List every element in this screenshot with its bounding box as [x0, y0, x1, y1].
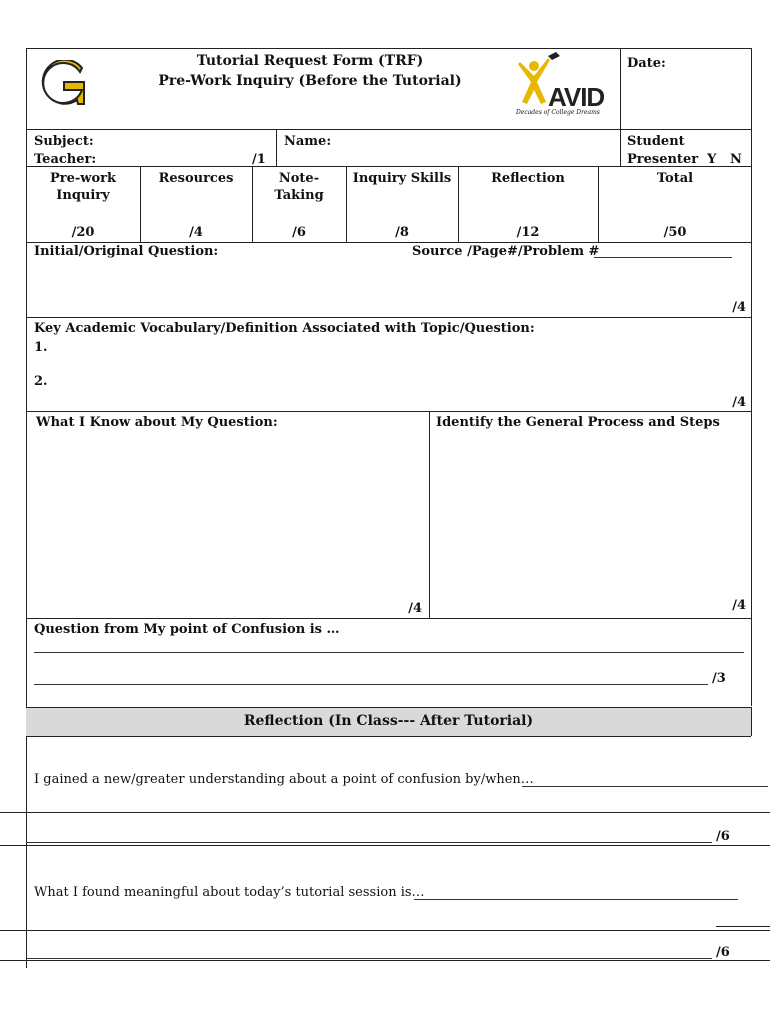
source-label[interactable]: Source /Page#/Problem #	[412, 244, 600, 259]
reflection-prompt-1[interactable]: I gained a new/greater understanding about a point of confusion by/when…	[34, 772, 534, 787]
score-label-prework-1: Pre-work	[49, 171, 116, 186]
know-bottom	[26, 618, 752, 619]
date-divider	[620, 48, 621, 166]
reflection-prompt-2-underline	[414, 899, 738, 900]
avid-tagline: Decades of College Dreams	[516, 109, 600, 116]
confusion-line-1	[34, 652, 744, 653]
form-right-border-top	[751, 48, 752, 706]
reflection-points-1: /6	[716, 829, 730, 844]
reflection-points-2: /6	[716, 945, 730, 960]
score-points-reflection[interactable]: /12	[516, 225, 540, 240]
process-points: /4	[732, 598, 746, 613]
confusion-label[interactable]: Question from My point of Confusion is …	[34, 622, 340, 637]
reflection-right-border	[751, 707, 752, 736]
score-label-resources: Resources	[158, 171, 234, 186]
score-label-notetaking	[252, 170, 346, 204]
reflection-prompt-2[interactable]: What I found meaningful about today’s tutorial session is…	[34, 885, 425, 900]
reflection-rule-1	[0, 812, 770, 813]
info-row-top	[26, 129, 752, 130]
reflection-answer-line-2	[26, 958, 712, 959]
confusion-points: /3	[712, 671, 726, 686]
reflection-banner-text: Reflection (In Class--- After Tutorial)	[243, 713, 534, 729]
source-underline	[594, 257, 732, 258]
name-label[interactable]: Name:	[284, 134, 332, 149]
subject-divider	[276, 129, 277, 166]
vocab-bottom	[26, 411, 752, 412]
score-points-resources[interactable]: /4	[189, 225, 203, 240]
process-label[interactable]: Identify the General Process and Steps	[436, 415, 720, 430]
school-g-logo	[36, 60, 88, 110]
teacher-points: /1	[252, 152, 266, 167]
score-label-notetaking-2: Taking	[274, 188, 324, 203]
reflection-rule-3	[716, 926, 770, 927]
reflection-prompt-1-underline	[522, 786, 768, 787]
vocab-label: Key Academic Vocabulary/Definition Associated with Topic/Question:	[34, 321, 535, 336]
vocab-item-2[interactable]: 2.	[34, 374, 48, 389]
score-label-notetaking-1: Note-	[278, 171, 320, 186]
teacher-label[interactable]: Teacher:	[34, 152, 97, 167]
form-subtitle: Pre-Work Inquiry (Before the Tutorial)	[158, 73, 462, 89]
question-bottom	[26, 317, 752, 318]
score-points-prework[interactable]: /20	[71, 225, 95, 240]
avid-logo	[512, 52, 622, 122]
score-label-prework	[26, 170, 140, 204]
score-label-inquiry: Inquiry Skills	[352, 171, 452, 186]
score-label-total: Total	[656, 171, 694, 186]
presenter-label-1: Student	[627, 134, 685, 149]
vocab-item-1[interactable]: 1.	[34, 340, 48, 355]
date-label: Date:	[627, 56, 666, 71]
know-divider	[429, 411, 430, 618]
reflection-rule-5	[0, 960, 770, 961]
presenter-label-2[interactable]: Presenter Y N	[627, 152, 742, 167]
reflection-rule-4	[0, 930, 770, 931]
score-points-inquiry[interactable]: /8	[395, 225, 409, 240]
confusion-line-2	[34, 684, 708, 685]
reflection-answer-line-1	[26, 842, 712, 843]
score-label-prework-2: Inquiry	[56, 188, 110, 203]
subject-label[interactable]: Subject:	[34, 134, 94, 149]
score-label-reflection: Reflection	[491, 171, 565, 186]
reflection-rule-2	[0, 845, 770, 846]
know-points: /4	[408, 601, 422, 616]
vocab-points: /4	[732, 395, 746, 410]
question-points: /4	[732, 300, 746, 315]
score-points-total[interactable]: /50	[663, 225, 687, 240]
initial-question-label[interactable]: Initial/Original Question:	[34, 244, 219, 259]
know-label[interactable]: What I Know about My Question:	[36, 415, 278, 430]
score-points-notetaking[interactable]: /6	[292, 225, 306, 240]
form-top-border	[26, 48, 752, 49]
score-row-top	[26, 166, 752, 167]
form-title: Tutorial Request Form (TRF)	[196, 53, 424, 69]
reflection-banner	[26, 707, 751, 737]
avid-wordmark: AVID	[548, 82, 605, 112]
